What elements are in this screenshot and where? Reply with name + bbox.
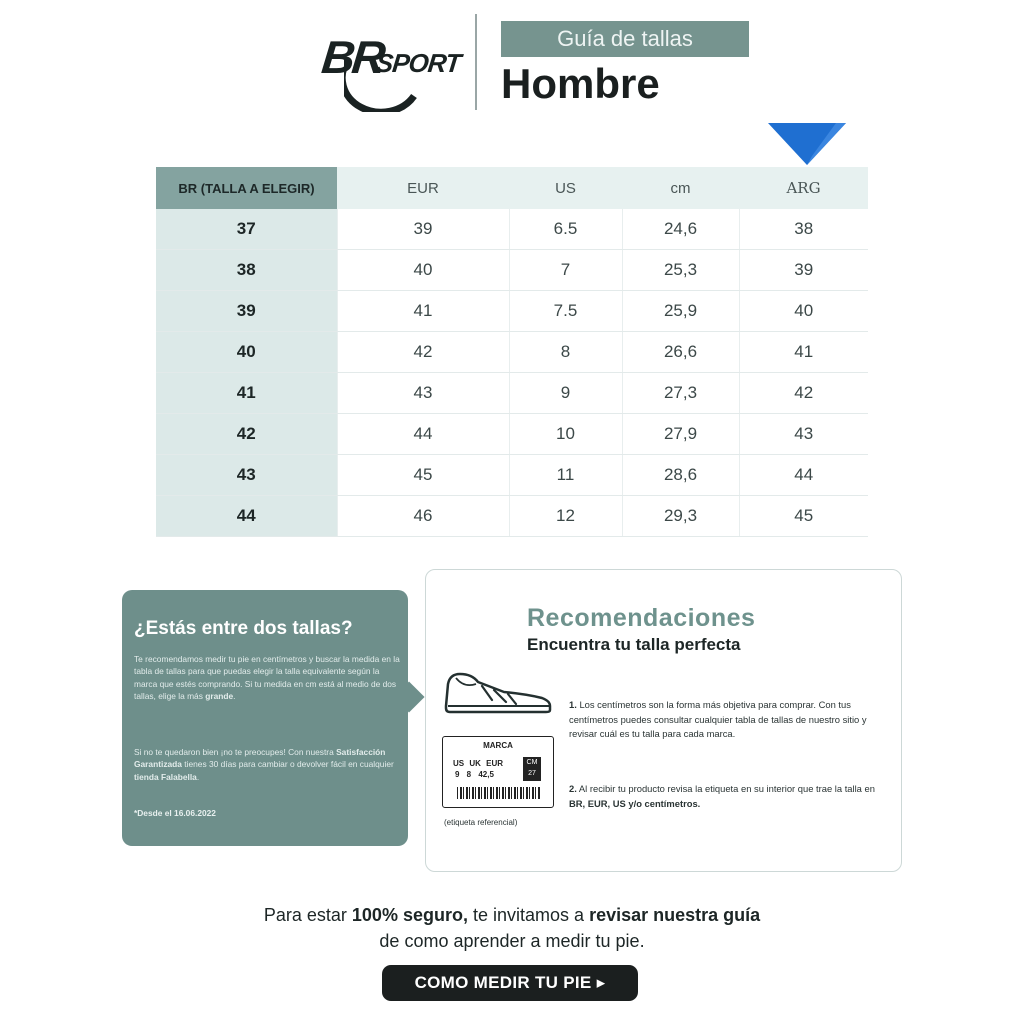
- cell-br: 41: [156, 373, 337, 414]
- logo-secondary-text: SPORT: [374, 48, 462, 78]
- cell-br: 37: [156, 209, 337, 250]
- column-header-eur: EUR: [337, 167, 509, 209]
- footer-text-a: Para estar: [263, 905, 347, 925]
- between-sizes-emphasis-guarantee: Satisfacción Garantizada: [134, 747, 386, 770]
- cell-arg: 40: [739, 291, 868, 332]
- cell-cm: 26,6: [622, 332, 739, 373]
- column-header-us: US: [509, 167, 622, 209]
- cell-br: 39: [156, 291, 337, 332]
- size-table: [156, 167, 868, 537]
- cell-cm: 29,3: [622, 496, 739, 537]
- cell-eur: 42: [337, 332, 509, 373]
- table-row: [156, 496, 868, 537]
- cell-eur: 41: [337, 291, 509, 332]
- recommendations-panel: [425, 569, 902, 872]
- between-sizes-emphasis-grande: grande: [205, 690, 234, 701]
- column-header-cm: cm: [622, 167, 739, 209]
- cell-cm: 24,6: [622, 209, 739, 250]
- step-2-text: Al recibir tu producto revisa la etiqueta en su interior que trae la talla en: [578, 783, 875, 794]
- step-1-text: Los centímetros son la forma más objetiva para comprar. Con tus centímetros puedes consultar cualquier tabla de tallas de nuestro sitio y revisar cuál es tu talla para cada marca.: [569, 699, 867, 739]
- between-sizes-title: ¿Estás entre dos tallas?: [134, 618, 353, 639]
- sneaker-icon: [442, 666, 554, 716]
- label-size-values: 9 8 42,5: [455, 770, 494, 779]
- label-size-headers: US UK EUR: [453, 759, 504, 768]
- label-cm-head: CM: [526, 759, 538, 766]
- table-row: [156, 373, 868, 414]
- cell-arg: 44: [739, 455, 868, 496]
- cell-eur: 40: [337, 250, 509, 291]
- step-1-number: 1.: [569, 699, 577, 710]
- recommendations-title: Recomendaciones: [527, 604, 756, 632]
- cell-arg: 42: [739, 373, 868, 414]
- column-header-br: BR (TALLA A ELEGIR): [156, 167, 337, 209]
- table-row: [156, 455, 868, 496]
- footer-text-line-2: de como aprender a medir tu pie.: [379, 931, 645, 951]
- footer-message: [150, 902, 874, 954]
- cell-us: 10: [509, 414, 622, 455]
- table-row: [156, 209, 868, 250]
- barcode-icon: [457, 787, 541, 799]
- cell-us: 7.5: [509, 291, 622, 332]
- how-to-measure-button[interactable]: COMO MEDIR TU PIE ▸: [382, 965, 638, 1001]
- cell-us: 8: [509, 332, 622, 373]
- cell-arg: 45: [739, 496, 868, 537]
- arg-column-marker-icon: [766, 122, 848, 166]
- brand-logo: [318, 22, 462, 112]
- logo-primary-text: BR: [319, 31, 386, 83]
- cell-br: 43: [156, 455, 337, 496]
- size-label-illustration: [442, 736, 554, 808]
- table-header-row: [156, 167, 868, 209]
- cell-cm: 28,6: [622, 455, 739, 496]
- step-2-number: 2.: [569, 783, 577, 794]
- cell-br: 38: [156, 250, 337, 291]
- footer-text-b: 100% seguro,: [351, 905, 468, 925]
- label-cm-box: [523, 757, 541, 781]
- cell-br: 40: [156, 332, 337, 373]
- cell-arg: 38: [739, 209, 868, 250]
- cell-cm: 27,9: [622, 414, 739, 455]
- between-sizes-note: *Desde el 16.06.2022: [134, 808, 216, 818]
- between-sizes-paragraph-2-start: Si no te quedaron bien ¡no te preocupes! Con nuestra: [134, 747, 334, 757]
- cell-eur: 43: [337, 373, 509, 414]
- table-row: [156, 414, 868, 455]
- between-sizes-paragraph-1-text: Te recomendamos medir tu pie en centímetros y buscar la medida en la tabla de tallas para que puedas elegir la talla equivalente según la marca que estés comprando. Si tu medida en cm está al medio de dos tallas, elige la más: [134, 654, 400, 701]
- step-2-emphasis: BR, EUR, US y/o centímetros.: [569, 797, 701, 809]
- table-row: [156, 250, 868, 291]
- between-sizes-paragraph-2-middle: tienes 30 días para cambiar o devolver fácil en cualquier: [184, 759, 394, 770]
- cell-cm: 25,9: [622, 291, 739, 332]
- cell-us: 6.5: [509, 209, 622, 250]
- label-brand-text: MARCA: [483, 741, 513, 750]
- cell-eur: 45: [337, 455, 509, 496]
- recommendation-step-2: [569, 782, 887, 811]
- between-sizes-paragraph-2: Si no te quedaron bien ¡no te preocupes! Con nuestra Satisfacción Garantizada tienes 30 días para cambiar o devolver fácil en cualquier tienda Falabella.: [134, 747, 394, 782]
- footer-text-d: revisar nuestra guía: [589, 905, 761, 925]
- cell-arg: 41: [739, 332, 868, 373]
- cell-br: 44: [156, 496, 337, 537]
- cell-cm: 27,3: [622, 373, 739, 414]
- cell-us: 11: [509, 455, 622, 496]
- label-cm-value: 27: [528, 770, 536, 777]
- table-row: [156, 332, 868, 373]
- column-header-arg: ARG: [739, 167, 868, 209]
- label-caption: (etiqueta referencial): [444, 818, 518, 827]
- recommendation-step-1: [569, 698, 887, 742]
- page-title: Hombre: [501, 60, 660, 107]
- cell-cm: 25,3: [622, 250, 739, 291]
- footer-text-c: te invitamos a: [472, 905, 585, 925]
- guide-label: Guía de tallas: [501, 21, 749, 57]
- cell-eur: 44: [337, 414, 509, 455]
- recommendations-subtitle: Encuentra tu talla perfecta: [527, 635, 741, 654]
- cell-eur: 39: [337, 209, 509, 250]
- cell-us: 7: [509, 250, 622, 291]
- logo-arc-icon: [344, 56, 424, 112]
- cell-arg: 39: [739, 250, 868, 291]
- table-row: [156, 291, 868, 332]
- cell-arg: 43: [739, 414, 868, 455]
- between-sizes-emphasis-store: tienda Falabella: [134, 771, 197, 782]
- cell-us: 9: [509, 373, 622, 414]
- between-sizes-panel: [122, 590, 408, 846]
- header-divider: [475, 14, 477, 110]
- cell-us: 12: [509, 496, 622, 537]
- between-sizes-paragraph-1: Te recomendamos medir tu pie en centímetros y buscar la medida en la tabla de tallas para que puedas elegir la talla equivalente según la marca que estés comprando. Si tu medida en cm está al medio de dos tallas, elige la más grande.: [134, 654, 400, 701]
- cell-eur: 46: [337, 496, 509, 537]
- cell-br: 42: [156, 414, 337, 455]
